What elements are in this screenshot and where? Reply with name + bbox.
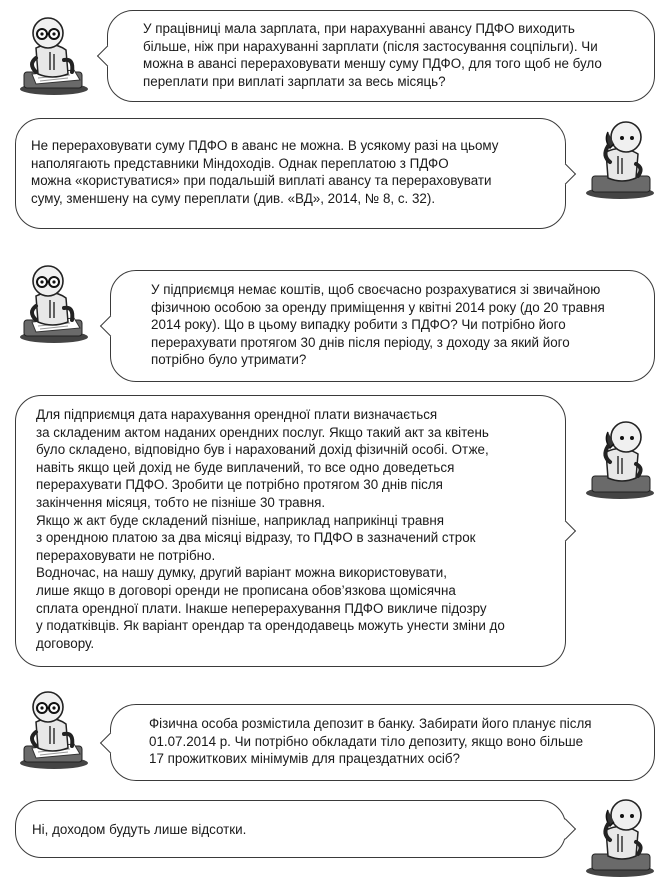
answer-bubble-3: Ні, доходом будуть лише відсотки. xyxy=(15,800,566,858)
asker-figure-icon xyxy=(10,262,94,346)
consultant-figure-icon xyxy=(580,418,664,502)
consultant-figure-icon xyxy=(580,796,664,880)
asker-figure-icon xyxy=(10,14,94,98)
asker-figure-icon xyxy=(10,688,94,772)
answer-bubble-2: Для підприємця дата нарахування орендної плати визначається за складеним актом наданих орендних послуг. Якщо такий акт за квітень було складено, відповідно був і нарахований дохід фізичній особі. Отже, навіть якщо цей дохід не буде виплачений, то все одно доведеться перерахувати ПДФО. Зробити це потрібно протягом 30 днів після закінчення місяця, тобто не пізніше 30 травня. Якщо ж акт буде складений пізніше, наприклад наприкінці травня з орендною платою за два місяці відразу, то ПДФО в зазначений строк перераховувати не потрібно. Водночас, на нашу думку, другий варіант можна використовувати, лише якщо в договорі оренди не прописана обов’язкова щомісячна сплата орендної плати. Інакше неперерахування ПДФО викличе підозру у податківців. Як варіант орендар та орендодавець можуть унести зміни до договору. xyxy=(15,395,566,667)
consultant-figure-icon xyxy=(580,118,664,202)
question-bubble-3: Фізична особа розмістила депозит в банку. Забирати його планує після 01.07.2014 р. Чи потрібно обкладати тіло депозиту, якщо воно більше 17 прожиткових мінімумів для працездатних осіб? xyxy=(110,704,655,781)
question-bubble-2: У підприємця немає коштів, щоб своєчасно розрахуватися зі звичайною фізичною особою за оренду приміщення у квітні 2014 року (до 20 травня 2014 року). Що в цьому випадку робити з ПДФО? Чи потрібно його перерахувати протягом 30 днів після періоду, з доходу за який його потрібно було утримати? xyxy=(110,270,655,382)
question-bubble-1: У працівниці мала зарплата, при нарахуванні авансу ПДФО виходить більше, ніж при нарахуванні зарплати (після застосування соцпільги). Чи можна в авансі перераховувати меншу суму ПДФО, для того щоб не було переплати при виплаті зарплати за весь місяць? xyxy=(107,10,655,102)
answer-bubble-1: Не перераховувати суму ПДФО в аванс не можна. В усякому разі на цьому наполягають представники Міндоходів. Однак переплатою з ПДФО можна «користуватися» при подальшій виплаті авансу та перераховувати суму, зменшену на суму переплати (див. «ВД», 2014, № 8, с. 32). xyxy=(15,118,566,229)
